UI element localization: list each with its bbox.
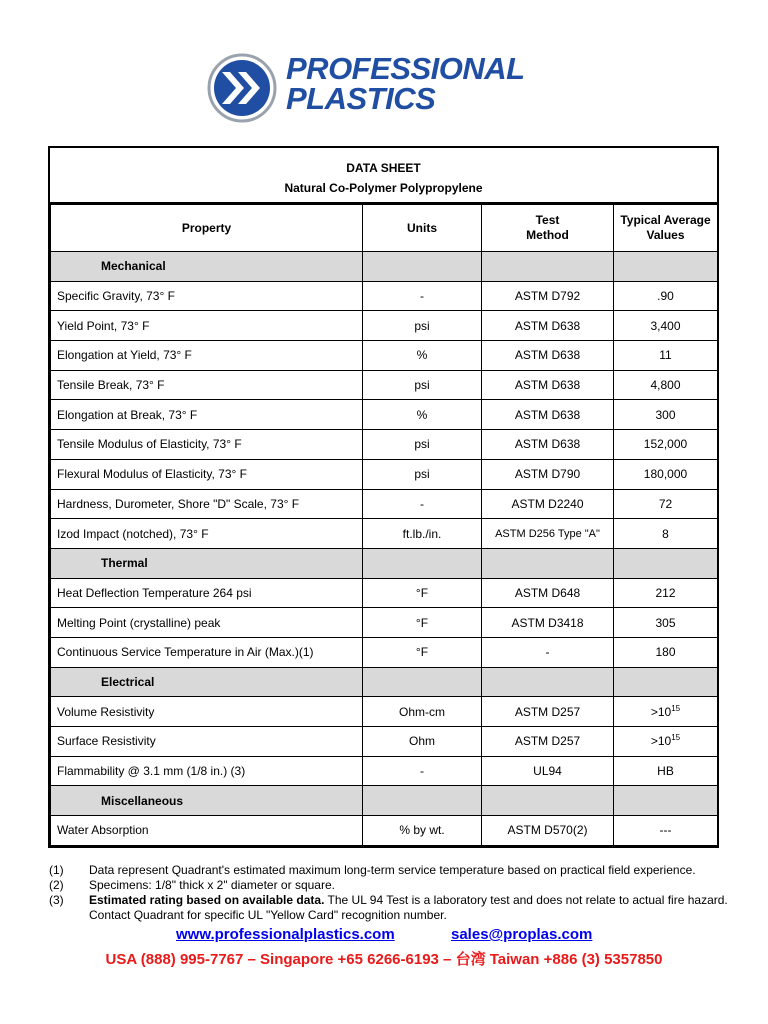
- logo-line-1: PROFESSIONAL: [286, 51, 525, 86]
- section-header-row: [51, 252, 718, 282]
- cell-units: ft.lb./in.: [363, 519, 482, 549]
- section-empty-cell: [614, 252, 718, 282]
- footnote: [49, 863, 729, 878]
- contact-phone-line: USA (888) 995-7767 – Singapore +65 6266-6193 – 台湾 Taiwan +886 (3) 5357850: [105, 951, 663, 968]
- cell-units: -: [363, 756, 482, 786]
- section-empty-cell: [614, 548, 718, 578]
- cell-property: Continuous Service Temperature in Air (Max.)(1): [51, 637, 363, 667]
- cell-units: psi: [363, 459, 482, 489]
- table-row: [51, 311, 718, 341]
- cell-property: Water Absorption: [51, 816, 363, 846]
- section-header-row: [51, 548, 718, 578]
- cell-typical-value: 3,400: [614, 311, 718, 341]
- cell-test-method: UL94: [482, 756, 614, 786]
- header-typical-values: Typical Average Values: [614, 205, 718, 252]
- table-row: [51, 816, 718, 846]
- cell-units: °F: [363, 637, 482, 667]
- section-header-row: [51, 667, 718, 697]
- cell-units: psi: [363, 430, 482, 460]
- table-body: [51, 252, 718, 846]
- chevron-arrows-icon: [206, 52, 280, 124]
- sheet-title-box: [50, 148, 717, 204]
- cell-typical-value: 212: [614, 578, 718, 608]
- cell-test-method: ASTM D792: [482, 281, 614, 311]
- cell-test-method: ASTM D790: [482, 459, 614, 489]
- table-row: [51, 697, 718, 727]
- cell-typical-value: ---: [614, 816, 718, 846]
- cell-property: Elongation at Yield, 73° F: [51, 341, 363, 371]
- exponent: 15: [671, 703, 681, 713]
- cell-test-method: -: [482, 637, 614, 667]
- email-link[interactable]: sales@proplas.com: [451, 926, 593, 943]
- cell-property: Melting Point (crystalline) peak: [51, 608, 363, 638]
- data-sheet-table: [48, 146, 719, 848]
- table-row: [51, 281, 718, 311]
- cell-typical-value: 8: [614, 519, 718, 549]
- cell-typical-value: 300: [614, 400, 718, 430]
- cell-test-method: ASTM D638: [482, 400, 614, 430]
- table-row: [51, 430, 718, 460]
- cell-units: -: [363, 281, 482, 311]
- table-row: [51, 370, 718, 400]
- cell-units: %: [363, 341, 482, 371]
- cell-typical-value: 11: [614, 341, 718, 371]
- cell-typical-value: 180,000: [614, 459, 718, 489]
- cell-typical-value: .90: [614, 281, 718, 311]
- cell-property: Specific Gravity, 73° F: [51, 281, 363, 311]
- cell-units: %: [363, 400, 482, 430]
- footnote: [49, 878, 729, 893]
- cell-test-method: ASTM D638: [482, 370, 614, 400]
- section-title: Mechanical: [51, 252, 363, 282]
- section-empty-cell: [614, 667, 718, 697]
- section-empty-cell: [614, 786, 718, 816]
- properties-table: [50, 204, 718, 846]
- footnote: [49, 893, 729, 923]
- cell-units: Ohm: [363, 727, 482, 757]
- cell-test-method: ASTM D257: [482, 697, 614, 727]
- footnote-text: Data represent Quadrant's estimated maximum long-term service temperature based on practical field experience.: [89, 863, 696, 877]
- section-empty-cell: [482, 786, 614, 816]
- cell-property: Hardness, Durometer, Shore "D" Scale, 73° F: [51, 489, 363, 519]
- cell-units: °F: [363, 608, 482, 638]
- table-row: [51, 459, 718, 489]
- section-empty-cell: [363, 786, 482, 816]
- table-row: [51, 608, 718, 638]
- table-row: [51, 727, 718, 757]
- cell-test-method: ASTM D570(2): [482, 816, 614, 846]
- cell-units: Ohm-cm: [363, 697, 482, 727]
- cell-property: Heat Deflection Temperature 264 psi: [51, 578, 363, 608]
- cell-typical-value: $>10^{15}$: [614, 727, 718, 757]
- company-logo: [206, 52, 546, 124]
- header-property: Property: [51, 205, 363, 252]
- cell-property: Surface Resistivity: [51, 727, 363, 757]
- section-empty-cell: [363, 667, 482, 697]
- section-empty-cell: [482, 252, 614, 282]
- section-empty-cell: [363, 252, 482, 282]
- footnote-text: Estimated rating based on available data. The UL 94 Test is a laboratory test and does not relate to actual fire hazard. Contact Quadrant for specific UL "Yellow Card" recognition number.: [89, 893, 728, 922]
- cell-typical-value: HB: [614, 756, 718, 786]
- table-row: [51, 341, 718, 371]
- footnote-number: (1): [49, 863, 64, 877]
- cell-typical-value: 305: [614, 608, 718, 638]
- footnote-text: Specimens: 1/8" thick x 2" diameter or square.: [89, 878, 335, 892]
- table-row: [51, 489, 718, 519]
- cell-units: °F: [363, 578, 482, 608]
- table-row: [51, 578, 718, 608]
- cell-typical-value: 152,000: [614, 430, 718, 460]
- cell-test-method: ASTM D638: [482, 341, 614, 371]
- cell-property: Volume Resistivity: [51, 697, 363, 727]
- table-header-row: [51, 205, 718, 252]
- cell-property: Elongation at Break, 73° F: [51, 400, 363, 430]
- cell-test-method: ASTM D638: [482, 311, 614, 341]
- website-link[interactable]: www.professionalplastics.com: [176, 926, 395, 943]
- cell-typical-value: 72: [614, 489, 718, 519]
- header-units: Units: [363, 205, 482, 252]
- footnote-number: (2): [49, 878, 64, 892]
- table-row: [51, 400, 718, 430]
- cell-test-method: ASTM D2240: [482, 489, 614, 519]
- cell-units: psi: [363, 370, 482, 400]
- footnotes: [49, 863, 729, 923]
- cell-property: Flexural Modulus of Elasticity, 73° F: [51, 459, 363, 489]
- section-title: Electrical: [51, 667, 363, 697]
- cell-property: Flammability @ 3.1 mm (1/8 in.) (3): [51, 756, 363, 786]
- cell-test-method: ASTM D257: [482, 727, 614, 757]
- sheet-subtitle: Natural Co-Polymer Polypropylene: [284, 181, 483, 195]
- logo-wordmark: [286, 51, 525, 116]
- table-row: [51, 756, 718, 786]
- cell-property: Tensile Break, 73° F: [51, 370, 363, 400]
- cell-property: Izod Impact (notched), 73° F: [51, 519, 363, 549]
- cell-test-method: ASTM D638: [482, 430, 614, 460]
- cell-typical-value: 4,800: [614, 370, 718, 400]
- exponent: 15: [671, 733, 681, 743]
- section-title: Miscellaneous: [51, 786, 363, 816]
- section-title: Thermal: [51, 548, 363, 578]
- section-header-row: [51, 786, 718, 816]
- cell-units: psi: [363, 311, 482, 341]
- table-row: [51, 637, 718, 667]
- cell-test-method: ASTM D256 Type "A": [482, 519, 614, 549]
- cell-typical-value: $>10^{15}$: [614, 697, 718, 727]
- section-empty-cell: [363, 548, 482, 578]
- section-empty-cell: [482, 667, 614, 697]
- cell-property: Tensile Modulus of Elasticity, 73° F: [51, 430, 363, 460]
- cell-test-method: ASTM D3418: [482, 608, 614, 638]
- cell-units: % by wt.: [363, 816, 482, 846]
- cell-test-method: ASTM D648: [482, 578, 614, 608]
- cell-units: -: [363, 489, 482, 519]
- sheet-title: DATA SHEET: [346, 161, 421, 175]
- footnote-number: (3): [49, 893, 64, 907]
- header-test-method: Test Method: [482, 205, 614, 252]
- cell-typical-value: 180: [614, 637, 718, 667]
- logo-line-2: PLASTICS: [286, 81, 436, 116]
- table-row: [51, 519, 718, 549]
- cell-property: Yield Point, 73° F: [51, 311, 363, 341]
- section-empty-cell: [482, 548, 614, 578]
